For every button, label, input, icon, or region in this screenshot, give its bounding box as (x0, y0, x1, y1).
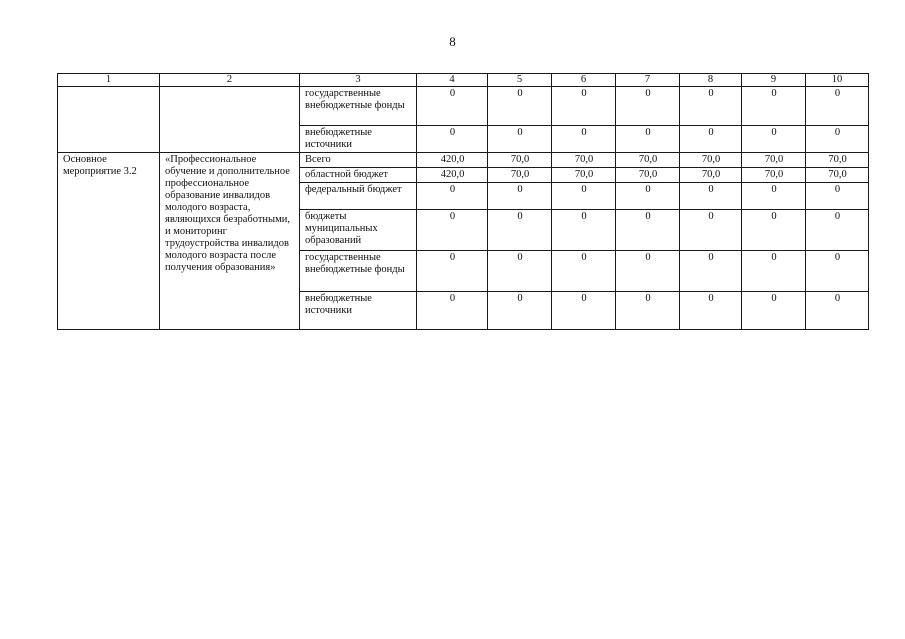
value-cell: 0 (616, 292, 680, 330)
value-cell: 0 (488, 87, 552, 126)
funding-source-cell: государственные внебюджетные фонды (300, 87, 417, 126)
value-cell: 0 (742, 292, 806, 330)
value-cell: 0 (680, 251, 742, 292)
value-cell: 70,0 (552, 153, 616, 168)
value-cell: 0 (616, 126, 680, 153)
value-cell: 0 (806, 183, 869, 210)
value-cell: 0 (552, 251, 616, 292)
value-cell: 0 (488, 126, 552, 153)
value-cell: 0 (488, 183, 552, 210)
value-cell: 0 (417, 292, 488, 330)
value-cell: 70,0 (806, 153, 869, 168)
funding-source-cell: бюджеты муниципальных образований (300, 210, 417, 251)
column-header: 9 (742, 74, 806, 87)
value-cell: 0 (616, 183, 680, 210)
value-cell: 0 (417, 87, 488, 126)
table-row (58, 153, 869, 168)
value-cell: 0 (806, 251, 869, 292)
value-cell: 0 (806, 292, 869, 330)
value-cell: 70,0 (488, 153, 552, 168)
column-header: 3 (300, 74, 417, 87)
column-header: 8 (680, 74, 742, 87)
value-cell: 0 (680, 210, 742, 251)
value-cell: 0 (680, 183, 742, 210)
value-cell: 0 (680, 126, 742, 153)
column-header: 2 (160, 74, 300, 87)
value-cell: 0 (806, 87, 869, 126)
value-cell: 70,0 (742, 153, 806, 168)
value-cell: 0 (552, 292, 616, 330)
value-cell: 0 (616, 87, 680, 126)
value-cell: 0 (806, 210, 869, 251)
budget-table (57, 73, 869, 330)
value-cell: 0 (488, 210, 552, 251)
value-cell: 420,0 (417, 168, 488, 183)
value-cell: 0 (742, 87, 806, 126)
value-cell: 0 (417, 183, 488, 210)
value-cell: 0 (488, 292, 552, 330)
value-cell: 0 (806, 126, 869, 153)
funding-source-cell: областной бюджет (300, 168, 417, 183)
value-cell: 0 (680, 87, 742, 126)
value-cell: 0 (417, 210, 488, 251)
value-cell: 0 (552, 210, 616, 251)
value-cell: 70,0 (680, 153, 742, 168)
value-cell: 0 (742, 210, 806, 251)
column-header: 6 (552, 74, 616, 87)
empty-description-cell (160, 87, 300, 153)
value-cell: 0 (417, 126, 488, 153)
value-cell: 0 (552, 183, 616, 210)
column-header: 1 (58, 74, 160, 87)
value-cell: 0 (417, 251, 488, 292)
value-cell: 0 (680, 292, 742, 330)
value-cell: 70,0 (552, 168, 616, 183)
value-cell: 70,0 (742, 168, 806, 183)
value-cell: 0 (552, 126, 616, 153)
column-header: 4 (417, 74, 488, 87)
measure-label-cell: Основное мероприятие 3.2 (58, 153, 160, 330)
funding-source-cell: федеральный бюджет (300, 183, 417, 210)
funding-source-cell: внебюджетные источники (300, 126, 417, 153)
column-header: 7 (616, 74, 680, 87)
funding-source-cell: Всего (300, 153, 417, 168)
value-cell: 0 (552, 87, 616, 126)
funding-source-cell: государственные внебюджетные фонды (300, 251, 417, 292)
value-cell: 0 (742, 183, 806, 210)
value-cell: 420,0 (417, 153, 488, 168)
value-cell: 0 (616, 251, 680, 292)
column-header: 10 (806, 74, 869, 87)
page-number: 8 (449, 34, 456, 49)
value-cell: 0 (742, 126, 806, 153)
value-cell: 0 (616, 210, 680, 251)
column-header: 5 (488, 74, 552, 87)
value-cell: 70,0 (616, 153, 680, 168)
measure-description-cell: «Профессиональное обучение и дополнительное профессиональное образование инвалидов молодого возраста, являющихся безработными, и мониторинг трудоустройства инвалидов молодого возраста после получения образования» (160, 153, 300, 330)
value-cell: 70,0 (488, 168, 552, 183)
empty-measure-cell (58, 87, 160, 153)
funding-source-cell: внебюджетные источники (300, 292, 417, 330)
table-row (58, 87, 869, 126)
value-cell: 70,0 (680, 168, 742, 183)
value-cell: 0 (488, 251, 552, 292)
value-cell: 70,0 (806, 168, 869, 183)
table-header-row (58, 74, 869, 87)
value-cell: 70,0 (616, 168, 680, 183)
value-cell: 0 (742, 251, 806, 292)
